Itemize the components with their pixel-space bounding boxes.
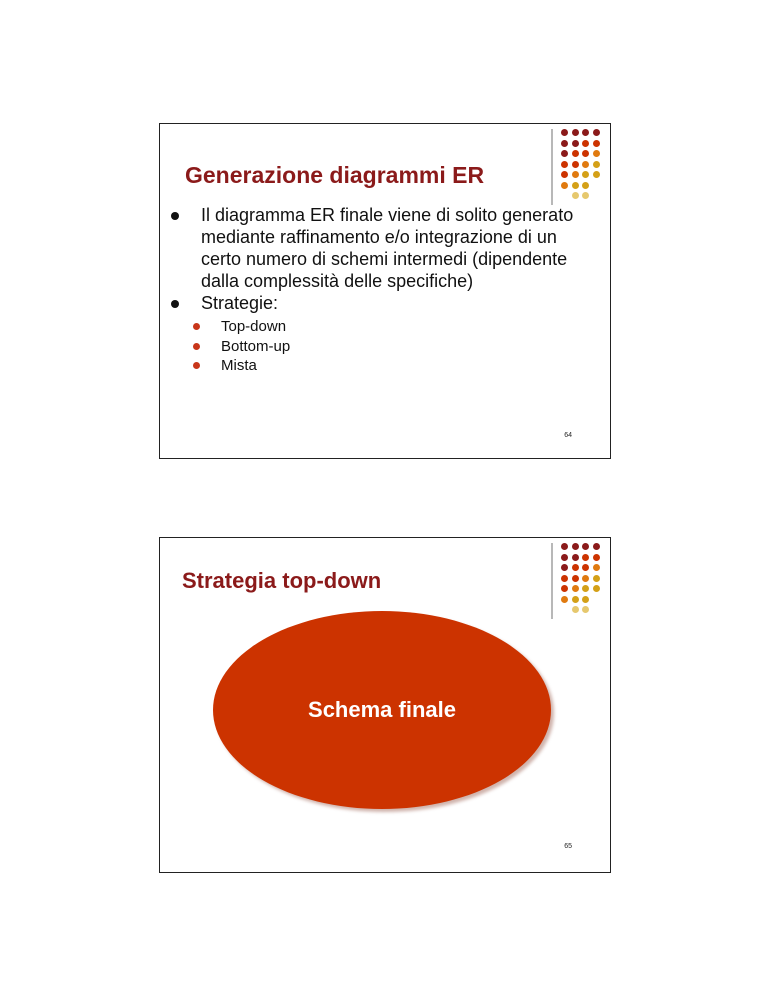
decorative-dot [593, 575, 600, 582]
decorative-dot [561, 596, 568, 603]
decorative-dot [572, 543, 579, 550]
decorative-dot [572, 606, 579, 613]
schema-ellipse [213, 611, 551, 809]
sub-bullet-list [201, 317, 590, 376]
decorative-divider [551, 543, 553, 619]
decorative-divider [551, 129, 553, 205]
slide-title: Generazione diagrammi ER [185, 162, 485, 188]
decorative-dot [593, 150, 600, 157]
decorative-dot [582, 575, 589, 582]
decorative-dot [582, 585, 589, 592]
decorative-dot [593, 161, 600, 168]
decorative-dot [593, 585, 600, 592]
slide-title: Strategia top-down [182, 568, 382, 593]
decorative-dot [582, 129, 589, 136]
decorative-dot [572, 585, 579, 592]
decorative-dot [561, 150, 568, 157]
decorative-dot [572, 161, 579, 168]
decorative-dot-grid [561, 129, 609, 207]
decorative-dot [593, 554, 600, 561]
decorative-dot [582, 596, 589, 603]
sub-bullet-item [190, 356, 590, 376]
decorative-dot [561, 161, 568, 168]
decorative-dot [572, 182, 579, 189]
decorative-dot [572, 596, 579, 603]
decorative-dot [582, 564, 589, 571]
sub-bullet-text: Top-down [221, 318, 287, 335]
decorative-dot [582, 150, 589, 157]
sub-bullet-icon [193, 323, 200, 330]
decorative-dot [572, 554, 579, 561]
decorative-dot [561, 554, 568, 561]
decorative-dot [572, 575, 579, 582]
bullet-text: Strategie: [201, 293, 279, 313]
bullet-text: Il diagramma ER finale viene di solito generato mediante raffinamento e/o integrazione di un certo numero di schemi intermedi (dipendente dalla complessità delle specifiche) [201, 205, 574, 291]
decorative-dot-grid [561, 543, 609, 621]
sub-bullet-text: Bottom-up [221, 337, 291, 355]
decorative-dot [561, 585, 568, 592]
decorative-dot [593, 129, 600, 136]
ellipse-label: Schema finale [308, 697, 456, 722]
bullet-item [170, 204, 590, 292]
decorative-dot [593, 543, 600, 550]
decorative-dot [582, 554, 589, 561]
decorative-dot [582, 161, 589, 168]
slide-65 [159, 537, 611, 873]
sub-bullet-item [190, 337, 590, 357]
page-number: 64 [564, 432, 572, 439]
decorative-dot [572, 192, 579, 199]
decorative-dot [582, 192, 589, 199]
decorative-dot [572, 129, 579, 136]
decorative-dot [572, 150, 579, 157]
slide-64 [159, 123, 611, 459]
decorative-dot [593, 564, 600, 571]
decorative-dot [582, 182, 589, 189]
decorative-dot [572, 564, 579, 571]
bullet-icon [171, 300, 179, 308]
decorative-dot [582, 171, 589, 178]
decorative-dot [582, 543, 589, 550]
decorative-dot [561, 129, 568, 136]
bullet-item [170, 292, 590, 376]
decorative-dot [561, 171, 568, 178]
sub-bullet-text: Mista [221, 357, 257, 374]
decorative-dot [561, 564, 568, 571]
sub-bullet-icon [193, 362, 200, 369]
decorative-dot [582, 140, 589, 147]
sub-bullet-icon [193, 343, 200, 350]
decorative-dot [561, 543, 568, 550]
decorative-dot [593, 171, 600, 178]
decorative-dot [572, 140, 579, 147]
sub-bullet-item [190, 317, 590, 337]
page-number: 65 [564, 843, 572, 850]
bullet-list [170, 204, 590, 376]
decorative-dot [561, 575, 568, 582]
decorative-dot [561, 182, 568, 189]
decorative-dot [582, 606, 589, 613]
bullet-icon [171, 212, 179, 220]
decorative-dot [572, 171, 579, 178]
decorative-dot [561, 140, 568, 147]
decorative-dot [593, 140, 600, 147]
